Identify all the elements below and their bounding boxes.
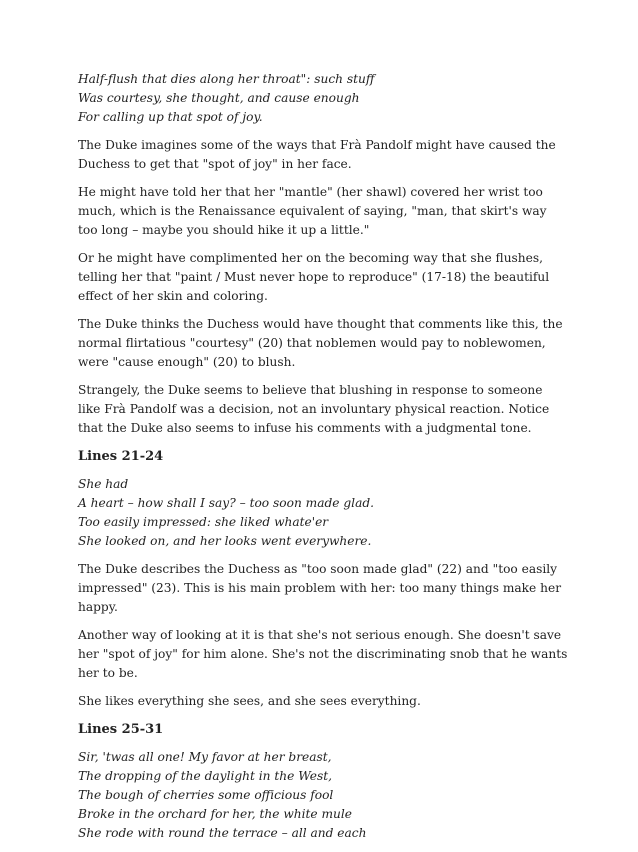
paragraph: She likes everything she sees, and she sees everything. [78, 694, 421, 708]
paragraph: The Duke imagines some of the ways that Frà Pandolf might have caused the Duchess to get that "spot of joy" in her face. [78, 138, 556, 171]
verse-line: Too easily impressed: she liked whate'er [78, 515, 329, 529]
verse-line: Broke in the orchard for her, the white mule [78, 807, 353, 821]
document-page [78, 70, 568, 852]
verse-line: She looked on, and her looks went everywhere. [78, 534, 372, 548]
paragraph: Or he might have complimented her on the becoming way that she flushes, telling her that "paint / Must never hope to reproduce" (17-18) the beautiful effect of her skin and coloring. [78, 251, 550, 303]
paragraph: Another way of looking at it is that she's not serious enough. She doesn't save her "spot of joy" for him alone. She's not the discriminating snob that he wants her to be. [78, 628, 568, 680]
verse-line: Sir, 'twas all one! My favor at her breast, [78, 750, 332, 764]
section-heading: Lines 25-31 [78, 722, 164, 737]
verse-line: Half-flush that dies along her throat": such stuff [78, 72, 375, 86]
verse-line: She had [78, 477, 129, 491]
verse-line: She rode with round the terrace – all and each [78, 826, 367, 840]
verse-quote [78, 748, 568, 843]
verse-line: The bough of cherries some officious fool [78, 788, 334, 802]
verse-line: The dropping of the daylight in the West, [78, 769, 333, 783]
verse-line: A heart – how shall I say? – too soon made glad. [78, 496, 375, 510]
paragraph: The Duke thinks the Duchess would have thought that comments like this, the normal flirtatious "courtesy" (20) that noblemen would pay to noblewomen, were "cause enough" (20) to blush. [78, 317, 563, 369]
paragraph: He might have told her that her "mantle" (her shawl) covered her wrist too much, which is the Renaissance equivalent of saying, "man, that skirt's way too long – maybe you should hike it up a little." [78, 185, 547, 237]
verse-line: Was courtesy, she thought, and cause enough [78, 91, 360, 105]
section-heading: Lines 21-24 [78, 449, 164, 464]
paragraph: Strangely, the Duke seems to believe that blushing in response to someone like Frà Pandolf was a decision, not an involuntary physical reaction. Notice that the Duke also seems to infuse his comments with a judgmental tone. [78, 383, 550, 435]
verse-quote [78, 70, 568, 127]
verse-line: For calling up that spot of joy. [78, 110, 263, 124]
verse-quote [78, 475, 568, 551]
paragraph: The Duke describes the Duchess as "too soon made glad" (22) and "too easily impressed" (23). This is his main problem with her: too many things make her happy. [78, 562, 562, 614]
